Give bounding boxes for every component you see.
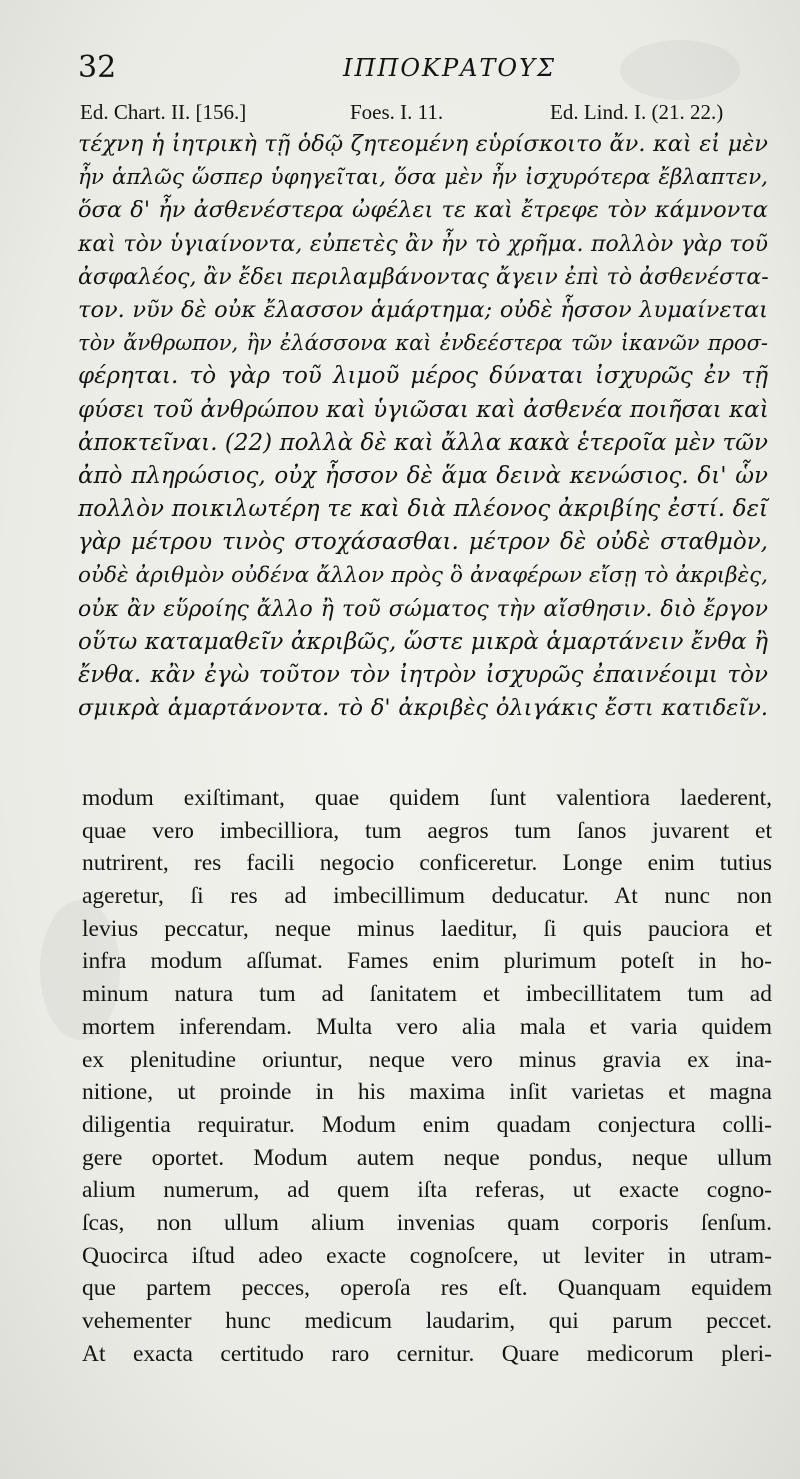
latin-line: ex plenitudine oriuntur, neque vero minus gravia ex ina- (82, 1046, 772, 1073)
page-number: 32 (78, 50, 117, 85)
greek-line: ἔνθα. κἂν ἐγὼ τοῦτον τὸν ἰητρὸν ἰσχυρῶς ἐπαινέοιμι τὸν (78, 662, 768, 688)
greek-line: πολλὸν ποικιλωτέρη τε καὶ διὰ πλέονος ἀκριβίης ἐστί. δεῖ (78, 496, 768, 523)
greek-line: σμικρὰ ἁμαρτάνοντα. τὸ δ' ἀκριβὲς ὀλιγάκις ἔστι κατιδεῖν. (78, 695, 768, 722)
greek-line: ἀσφαλέος, ἂν ἔδει περιλαμβάνοντας ἄγειν ἐπὶ τὸ ἀσθενέστα- (78, 264, 769, 290)
greek-line: οὐκ ἂν εὕροίης ἄλλο ἢ τοῦ σώματος τὴν αἴσθησιν. διὸ ἔργον (78, 596, 768, 622)
greek-line: τον. νῦν δὲ οὐκ ἔλασσον ἁμάρτημα; οὐδὲ ἧσσον λυμαίνεται (78, 296, 768, 323)
latin-text-block (82, 782, 772, 1370)
latin-line: quae vero imbecilliora, tum aegros tum ſanos juvarent et (82, 817, 772, 844)
greek-text-block (78, 128, 768, 725)
latin-line: infra modum aſſumat. Fames enim plurimum poteſt in ho- (82, 948, 772, 975)
latin-line: diligentia requiratur. Modum enim quadam conjectura colli- (82, 1111, 772, 1138)
latin-line: Quocirca iſtud adeo exacte cognoſcere, ut leviter in utram- (82, 1242, 772, 1269)
greek-line: τὸν ἄνθρωπον, ἢν ἐλάσσονα καὶ ἐνδεέστερα τῶν ἱκανῶν προσ- (78, 331, 768, 356)
latin-line: vehementer hunc medicum laudarim, qui parum peccet. (82, 1308, 772, 1334)
latin-line: gere oportet. Modum autem neque pondus, neque ullum (82, 1144, 772, 1171)
latin-line: nutrirent, res facili negocio conficeretur. Longe enim tutius (82, 850, 772, 877)
greek-line: φύσει τοῦ ἀνθρώπου καὶ ὑγιῶσαι καὶ ἀσθενέα ποιῆσαι καὶ (78, 396, 769, 423)
latin-line: que partem pecces, operoſa res eſt. Quanquam equidem (82, 1275, 772, 1302)
greek-line: γὰρ μέτρου τινὸς στοχάσασθαι. μέτρον δὲ οὐδὲ σταθμὸν, (78, 529, 768, 556)
latin-line: nitione, ut proinde in his maxima inſit varietas et magna (82, 1079, 772, 1106)
latin-line: alium numerum, ad quem iſta referas, ut exacte cogno- (82, 1177, 772, 1204)
running-head: ΙΠΠΟΚΡΑΤΟΥΣ (343, 54, 556, 82)
greek-line: τέχνη ἡ ἰητρικὴ τῇ ὁδῷ ζητεομένη εὑρίσκοιτο ἄν. καὶ εἰ μὲν (78, 131, 768, 157)
latin-line: levius peccatur, neque minus laeditur, ſi quis pauciora et (82, 915, 772, 942)
greek-line: οὕτω καταμαθεῖν ἀκριβῶς, ὥστε μικρὰ ἁμαρτάνειν ἔνθα ἢ (78, 628, 768, 655)
latin-line: ageretur, ſi res ad imbecillimum deducatur. At nunc non (82, 883, 772, 910)
edition-ref-chart: Ed. Chart. II. [156.] (80, 100, 247, 124)
edition-references (80, 100, 770, 130)
latin-line: minum natura tum ad ſanitatem et imbecillitatem tum ad (82, 981, 772, 1008)
edition-ref-lind: Ed. Lind. I. (21. 22.) (550, 100, 724, 124)
latin-line: mortem inferendam. Multa vero alia mala et varia quidem (82, 1013, 772, 1040)
greek-line: ἀποκτεῖναι. (22) πολλὰ δὲ καὶ ἄλλα κακὰ ἑτεροῖα μὲν τῶν (78, 429, 768, 456)
greek-line: καὶ τὸν ὑγιαίνοντα, εὐπετὲς ἂν ἦν τὸ χρῆμα. πολλὸν γὰρ τοῦ (78, 231, 768, 257)
greek-line: φέρηται. τὸ γὰρ τοῦ λιμοῦ μέρος δύναται ἰσχυρῶς ἐν τῇ (78, 363, 768, 390)
edition-ref-foes: Foes. I. 11. (350, 100, 444, 124)
page-header (78, 50, 768, 90)
greek-line: ὅσα δ' ἦν ἀσθενέστερα ὠφέλει τε καὶ ἔτρεφε τὸν κάμνοντα (78, 197, 768, 224)
greek-line: οὐδὲ ἀριθμὸν οὐδένα ἄλλον πρὸς ὃ ἀναφέρων εἴσῃ τὸ ἀκριβὲς, (78, 563, 768, 589)
latin-line: modum exiſtimant, quae quidem ſunt valentiora laederent, (82, 785, 772, 811)
latin-line: At exacta certitudo raro cernitur. Quare medicorum pleri- (82, 1340, 772, 1367)
latin-line: ſcas, non ullum alium invenias quam corporis ſenſum. (82, 1209, 772, 1236)
greek-line: ἦν ἁπλῶς ὥσπερ ὑφηγεῖται, ὅσα μὲν ἦν ἰσχυρότερα ἔβλαπτεν, (78, 165, 768, 191)
greek-line: ἀπὸ πληρώσιος, οὐχ ἧσσον δὲ ἅμα δεινὰ κενώσιος. δι' ὧν (78, 462, 768, 489)
